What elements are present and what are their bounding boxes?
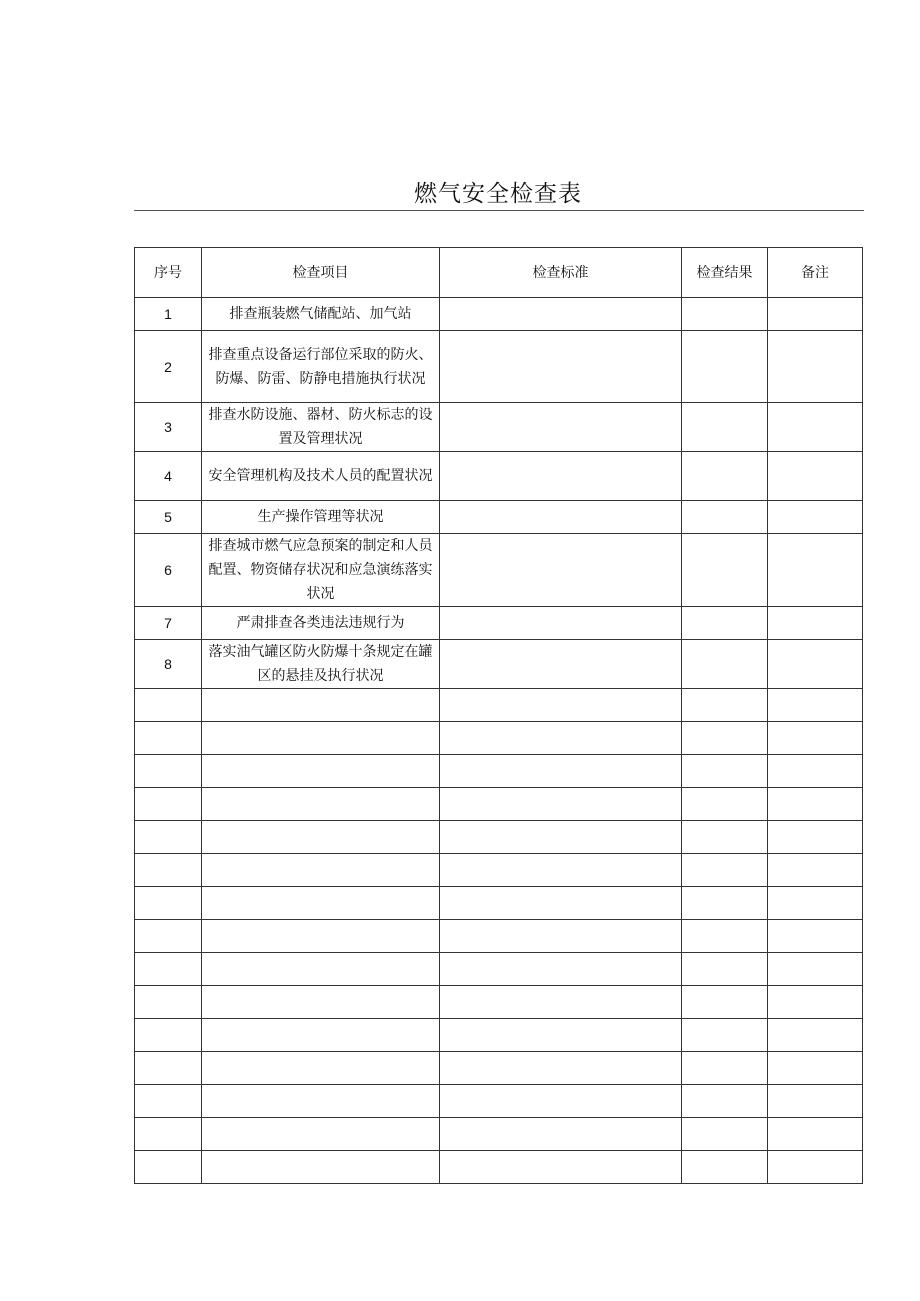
empty-cell-standard xyxy=(440,887,682,920)
empty-cell-no xyxy=(135,953,202,986)
table-row xyxy=(135,298,863,331)
empty-cell-result xyxy=(682,953,768,986)
empty-cell-standard xyxy=(440,1052,682,1085)
empty-cell-no xyxy=(135,1085,202,1118)
empty-cell-standard xyxy=(440,788,682,821)
empty-table-row xyxy=(135,1085,863,1118)
empty-cell-item xyxy=(202,986,440,1019)
empty-cell-item xyxy=(202,1019,440,1052)
empty-cell-standard xyxy=(440,1151,682,1184)
empty-cell-standard xyxy=(440,1019,682,1052)
empty-table-row xyxy=(135,920,863,953)
header-no: 序号 xyxy=(135,248,202,298)
empty-cell-result xyxy=(682,854,768,887)
empty-cell-item xyxy=(202,1118,440,1151)
empty-cell-standard xyxy=(440,854,682,887)
row-standard xyxy=(440,403,682,452)
empty-cell-standard xyxy=(440,722,682,755)
row-standard xyxy=(440,452,682,501)
row-check-item: 排查城市燃气应急预案的制定和人员配置、物资储存状况和应急演练落实状况 xyxy=(202,534,440,607)
empty-cell-result xyxy=(682,1085,768,1118)
empty-cell-note xyxy=(768,755,863,788)
empty-cell-result xyxy=(682,1052,768,1085)
row-standard xyxy=(440,331,682,403)
page-title: 燃气安全检查表 xyxy=(414,181,582,207)
row-number: 4 xyxy=(135,452,202,501)
empty-cell-result xyxy=(682,755,768,788)
empty-cell-no xyxy=(135,1019,202,1052)
row-check-item: 安全管理机构及技术人员的配置状况 xyxy=(202,452,440,501)
empty-cell-item xyxy=(202,920,440,953)
empty-table-row xyxy=(135,821,863,854)
row-note xyxy=(768,640,863,689)
empty-cell-item xyxy=(202,1085,440,1118)
empty-cell-no xyxy=(135,1118,202,1151)
row-result xyxy=(682,403,768,452)
row-result xyxy=(682,501,768,534)
row-note xyxy=(768,607,863,640)
empty-cell-note xyxy=(768,887,863,920)
empty-cell-no xyxy=(135,920,202,953)
empty-cell-item xyxy=(202,788,440,821)
row-note xyxy=(768,403,863,452)
empty-cell-note xyxy=(768,1052,863,1085)
table-row xyxy=(135,403,863,452)
empty-table-row xyxy=(135,755,863,788)
row-number: 3 xyxy=(135,403,202,452)
empty-cell-result xyxy=(682,821,768,854)
empty-cell-result xyxy=(682,722,768,755)
empty-cell-result xyxy=(682,689,768,722)
empty-cell-no xyxy=(135,887,202,920)
empty-cell-item xyxy=(202,887,440,920)
row-note xyxy=(768,452,863,501)
row-result xyxy=(682,331,768,403)
check-table xyxy=(134,247,863,1184)
row-check-item: 生产操作管理等状况 xyxy=(202,501,440,534)
row-standard xyxy=(440,534,682,607)
empty-cell-standard xyxy=(440,986,682,1019)
empty-cell-no xyxy=(135,755,202,788)
empty-cell-standard xyxy=(440,920,682,953)
empty-cell-item xyxy=(202,953,440,986)
empty-cell-item xyxy=(202,854,440,887)
empty-cell-note xyxy=(768,1151,863,1184)
empty-cell-note xyxy=(768,953,863,986)
empty-cell-no xyxy=(135,1052,202,1085)
row-number: 1 xyxy=(135,298,202,331)
row-result xyxy=(682,452,768,501)
header-item: 检查项目 xyxy=(202,248,440,298)
empty-cell-no xyxy=(135,722,202,755)
empty-table-row xyxy=(135,986,863,1019)
empty-cell-result xyxy=(682,986,768,1019)
header-note: 备注 xyxy=(768,248,863,298)
empty-cell-no xyxy=(135,1151,202,1184)
table-row xyxy=(135,452,863,501)
row-note xyxy=(768,331,863,403)
empty-table-row xyxy=(135,788,863,821)
empty-cell-result xyxy=(682,1151,768,1184)
empty-cell-item xyxy=(202,689,440,722)
empty-cell-no xyxy=(135,788,202,821)
row-note xyxy=(768,501,863,534)
row-result xyxy=(682,298,768,331)
header-standard: 检查标准 xyxy=(440,248,682,298)
table-row xyxy=(135,331,863,403)
empty-cell-standard xyxy=(440,1118,682,1151)
empty-cell-result xyxy=(682,1118,768,1151)
empty-cell-result xyxy=(682,1019,768,1052)
empty-cell-result xyxy=(682,887,768,920)
row-check-item: 排查瓶装燃气储配站、加气站 xyxy=(202,298,440,331)
row-note xyxy=(768,534,863,607)
row-check-item: 排查重点设备运行部位采取的防火、防爆、防雷、防静电措施执行状况 xyxy=(202,331,440,403)
row-result xyxy=(682,607,768,640)
empty-cell-no xyxy=(135,854,202,887)
empty-cell-item xyxy=(202,722,440,755)
empty-cell-note xyxy=(768,1085,863,1118)
empty-cell-result xyxy=(682,920,768,953)
empty-table-row xyxy=(135,689,863,722)
empty-cell-standard xyxy=(440,821,682,854)
empty-cell-item xyxy=(202,755,440,788)
table-row xyxy=(135,534,863,607)
row-standard xyxy=(440,640,682,689)
table-row xyxy=(135,640,863,689)
table-row xyxy=(135,607,863,640)
row-note xyxy=(768,298,863,331)
empty-cell-note xyxy=(768,1118,863,1151)
empty-cell-no xyxy=(135,689,202,722)
row-standard xyxy=(440,501,682,534)
row-standard xyxy=(440,607,682,640)
empty-cell-result xyxy=(682,788,768,821)
empty-table-row xyxy=(135,1052,863,1085)
empty-cell-note xyxy=(768,722,863,755)
title-underline xyxy=(134,210,864,211)
empty-cell-no xyxy=(135,821,202,854)
empty-cell-note xyxy=(768,821,863,854)
row-number: 8 xyxy=(135,640,202,689)
table-row xyxy=(135,501,863,534)
row-result xyxy=(682,534,768,607)
empty-table-row xyxy=(135,854,863,887)
row-standard xyxy=(440,298,682,331)
row-check-item: 排查水防设施、器材、防火标志的设置及管理状况 xyxy=(202,403,440,452)
empty-table-row xyxy=(135,887,863,920)
empty-cell-standard xyxy=(440,689,682,722)
empty-table-row xyxy=(135,722,863,755)
empty-table-row xyxy=(135,1019,863,1052)
empty-cell-note xyxy=(768,854,863,887)
empty-cell-note xyxy=(768,689,863,722)
empty-cell-no xyxy=(135,986,202,1019)
row-number: 5 xyxy=(135,501,202,534)
empty-table-row xyxy=(135,953,863,986)
row-result xyxy=(682,640,768,689)
row-number: 6 xyxy=(135,534,202,607)
header-result: 检查结果 xyxy=(682,248,768,298)
empty-cell-standard xyxy=(440,1085,682,1118)
empty-table-row xyxy=(135,1151,863,1184)
row-number: 2 xyxy=(135,331,202,403)
empty-cell-item xyxy=(202,1151,440,1184)
header-row xyxy=(135,248,863,298)
empty-cell-standard xyxy=(440,755,682,788)
empty-cell-item xyxy=(202,1052,440,1085)
empty-cell-note xyxy=(768,788,863,821)
empty-cell-standard xyxy=(440,953,682,986)
empty-cell-note xyxy=(768,920,863,953)
empty-cell-item xyxy=(202,821,440,854)
empty-table-row xyxy=(135,1118,863,1151)
row-number: 7 xyxy=(135,607,202,640)
row-check-item: 严肃排查各类违法违规行为 xyxy=(202,607,440,640)
empty-cell-note xyxy=(768,986,863,1019)
row-check-item: 落实油气罐区防火防爆十条规定在罐区的悬挂及执行状况 xyxy=(202,640,440,689)
table-body xyxy=(135,298,863,1184)
empty-cell-note xyxy=(768,1019,863,1052)
